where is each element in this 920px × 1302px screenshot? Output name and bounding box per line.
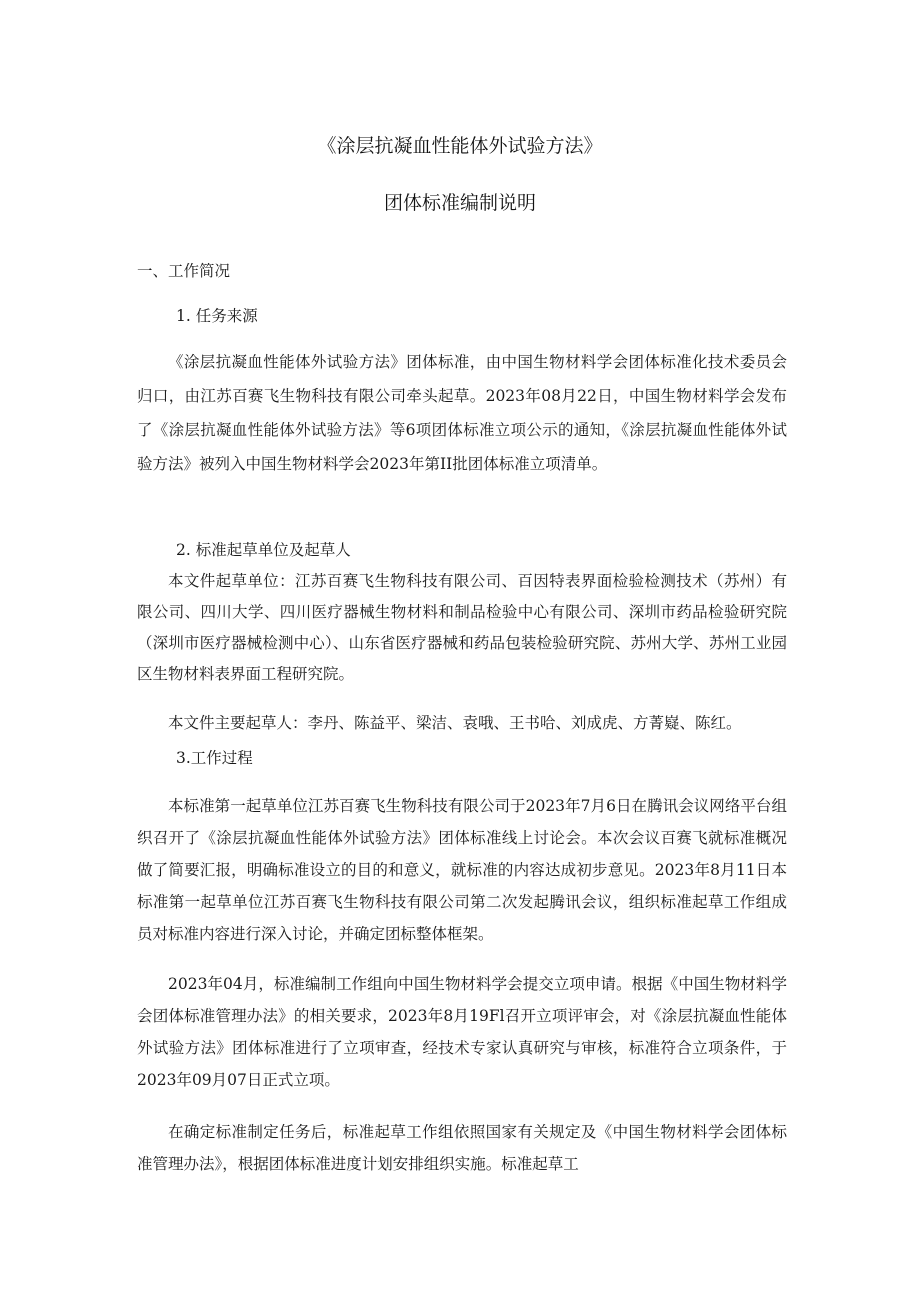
subsection-heading-work-process: 3.工作过程 — [176, 749, 253, 767]
work-process-paragraph-2: 2023年04月，标准编制工作组向中国生物材料学会提交立项申请。根据《中国生物材料学会团体标准管理办法》的相关要求，2023年8月19Fl召开立项评审会，对《涂层抗凝血性能体外试验方法》团体标准进行了立项审查，经技术专家认真研究与审核，标准符合立项条件，于2023年09月07日正式立项。 — [137, 975, 787, 1089]
document-subtitle: 团体标准编制说明 — [383, 192, 536, 214]
drafting-units-paragraph: 本文件起草单位：江苏百赛飞生物科技有限公司、百因特表界面检验检测技术（苏州）有限公司、四川大学、四川医疗器械生物材料和制品检验中心有限公司、深圳市药品检验研究院（深圳市医疗器械检测中心）、山东省医疗器械和药品包装检验研究院、苏州大学、苏州工业园区生物材料表界面工程研究院。 — [137, 572, 787, 683]
subsection-heading-drafting-units: 2. 标准起草单位及起草人 — [176, 541, 351, 559]
document-title: 《涂层抗凝血性能体外试验方法》 — [317, 135, 603, 157]
subsection-heading-task-source: 1. 任务来源 — [176, 307, 258, 325]
section-heading-work-overview: 一、工作简况 — [137, 262, 231, 280]
drafters-paragraph: 本文件主要起草人：李丹、陈益平、梁洁、袁哦、王书哈、刘成虎、方菁嶷、陈红。 — [168, 714, 742, 732]
work-process-paragraph-1: 本标准第一起草单位江苏百赛飞生物科技有限公司于2023年7月6日在腾讯会议网络平台组织召开了《涂层抗凝血性能体外试验方法》团体标准线上讨论会。本次会议百赛飞就标准概况做了简要汇报，明确标准设立的目的和意义，就标准的内容达成初步意见。2023年8月11日本标准第一起草单位江苏百赛飞生物科技有限公司第二次发起腾讯会议，组织标准起草工作组成员对标准内容进行深入讨论，并确定团标整体框架。 — [137, 797, 787, 943]
task-source-paragraph: 《涂层抗凝血性能体外试验方法》团体标准，由中国生物材料学会团体标准化技术委员会归口，由江苏百赛飞生物科技有限公司牵头起草。2023年08月22日，中国生物材料学会发布了《涂层抗凝血性能体外试验方法》等6项团体标准立项公示的通知，《涂层抗凝血性能体外试验方法》被列入中国生物材料学会2023年第II批团体标准立项清单。 — [137, 353, 787, 473]
work-process-paragraph-3: 在确定标准制定任务后，标准起草工作组依照国家有关规定及《中国生物材料学会团体标准管理办法》，根据团体标准进度计划安排组织实施。标准起草工 — [137, 1123, 787, 1173]
